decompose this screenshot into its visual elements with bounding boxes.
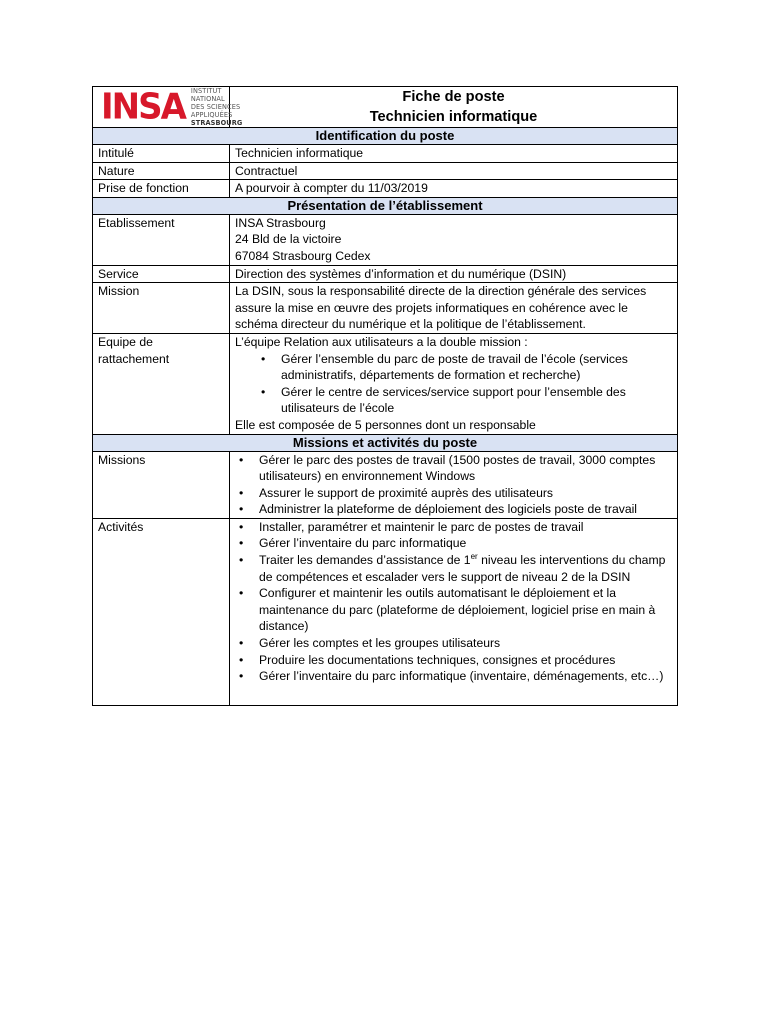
table-row [93,162,678,180]
row-label: Service [93,265,230,283]
list-item: • Gérer les comptes et les groupes utilisateurs [235,635,672,652]
logo-line: INSTITUT NATIONAL [190,86,225,103]
logo-line: STRASBOURG [190,118,243,127]
logo-institution-text [191,87,242,127]
row-label: Mission [93,283,230,334]
list-item: • Gérer le parc des postes de travail (1500 postes de travail, 3000 comptes utilisateurs) en environnement Windows [235,452,672,485]
row-value: La DSIN, sous la responsabilité directe de la direction générale des services assure la mise en œuvre des projets informatiques en cohérence avec le schéma directeur du numérique et la politique de l’établissement. [230,283,678,334]
list-item: • Produire les documentations techniques, consignes et procédures [235,652,672,669]
missions-cell [230,451,678,518]
row-value: Technicien informatique [230,145,678,163]
table-row [93,265,678,283]
list-item: • Gérer l’inventaire du parc informatique [235,535,672,552]
job-description-table [92,86,678,706]
job-description-document [92,86,677,706]
document-title [230,87,678,128]
table-row [93,451,678,518]
table-row [93,283,678,334]
activites-cell [230,518,678,705]
address-line: 24 Bld de la victoire [235,232,342,247]
section-heading-etablissement: Présentation de l’établissement [93,197,678,214]
list-item: • Administrer la plateforme de déploiement des logiciels poste de travail [235,501,672,518]
equipe-intro: L’équipe Relation aux utilisateurs a la double mission : [235,334,528,349]
table-row [93,518,678,705]
section-heading-row [93,128,678,145]
cell-spacer [235,685,672,705]
row-label: Prise de fonction [93,180,230,198]
row-label: Activités [93,518,230,705]
table-row [93,214,678,265]
equipe-list [235,351,672,417]
logo-wordmark: INSA [101,86,185,128]
list-item-text: Traiter les demandes d’assistance de 1 [259,553,471,568]
row-value: Contractuel [230,162,678,180]
superscript-text: er [470,552,478,561]
insa-logo [93,86,243,128]
list-item [235,552,672,585]
row-label: Nature [93,162,230,180]
address-line: INSA Strasbourg [235,215,326,230]
row-label: Etablissement [93,214,230,265]
address-cell [230,214,678,265]
list-item: • Installer, paramétrer et maintenir le parc de postes de travail [235,519,672,536]
activites-list [235,519,672,685]
equipe-outro: Elle est composée de 5 personnes dont un responsable [235,417,536,432]
list-item: • Assurer le support de proximité auprès des utilisateurs [235,485,672,502]
section-heading-row [93,197,678,214]
section-heading-identification: Identification du poste [93,128,678,145]
list-item-text: niveau les interventions du champ de compétences et escalader vers le support de niveau 2 de la DSIN [259,553,666,584]
address-line: 67084 Strasbourg Cedex [235,248,371,263]
title-line-2: Technicien informatique [369,109,538,125]
logo-line: APPLIQUÉES [190,110,233,119]
row-value: Direction des systèmes d’information et du numérique (DSIN) [230,265,678,283]
list-item: • Gérer le centre de services/service support pour l’ensemble des utilisateurs de l’école [235,384,672,417]
logo-cell [93,86,243,128]
section-heading-missions: Missions et activités du poste [93,434,678,451]
list-item: • Gérer l’ensemble du parc de poste de travail de l’école (services administratifs, départements de formation et recherche) [235,351,672,384]
missions-list [235,452,672,518]
logo-line: DES SCIENCES [190,102,241,111]
list-item: • Gérer l’inventaire du parc informatique (inventaire, déménagements, etc…) [235,668,672,685]
title-line-1: Fiche de poste [402,89,505,105]
row-label: Intitulé [93,145,230,163]
section-heading-row [93,434,678,451]
row-label: Missions [93,451,230,518]
row-value: A pourvoir à compter du 11/03/2019 [230,180,678,198]
table-row [93,333,678,434]
row-label: Equipe de rattachement [93,333,230,434]
list-item: • Configurer et maintenir les outils automatisant le déploiement et la maintenance du parc (plateforme de déploiement, logiciel prise en main à distance) [235,585,672,635]
table-row [93,145,678,163]
header-row [93,87,678,128]
table-row [93,180,678,198]
equipe-cell [230,333,678,434]
